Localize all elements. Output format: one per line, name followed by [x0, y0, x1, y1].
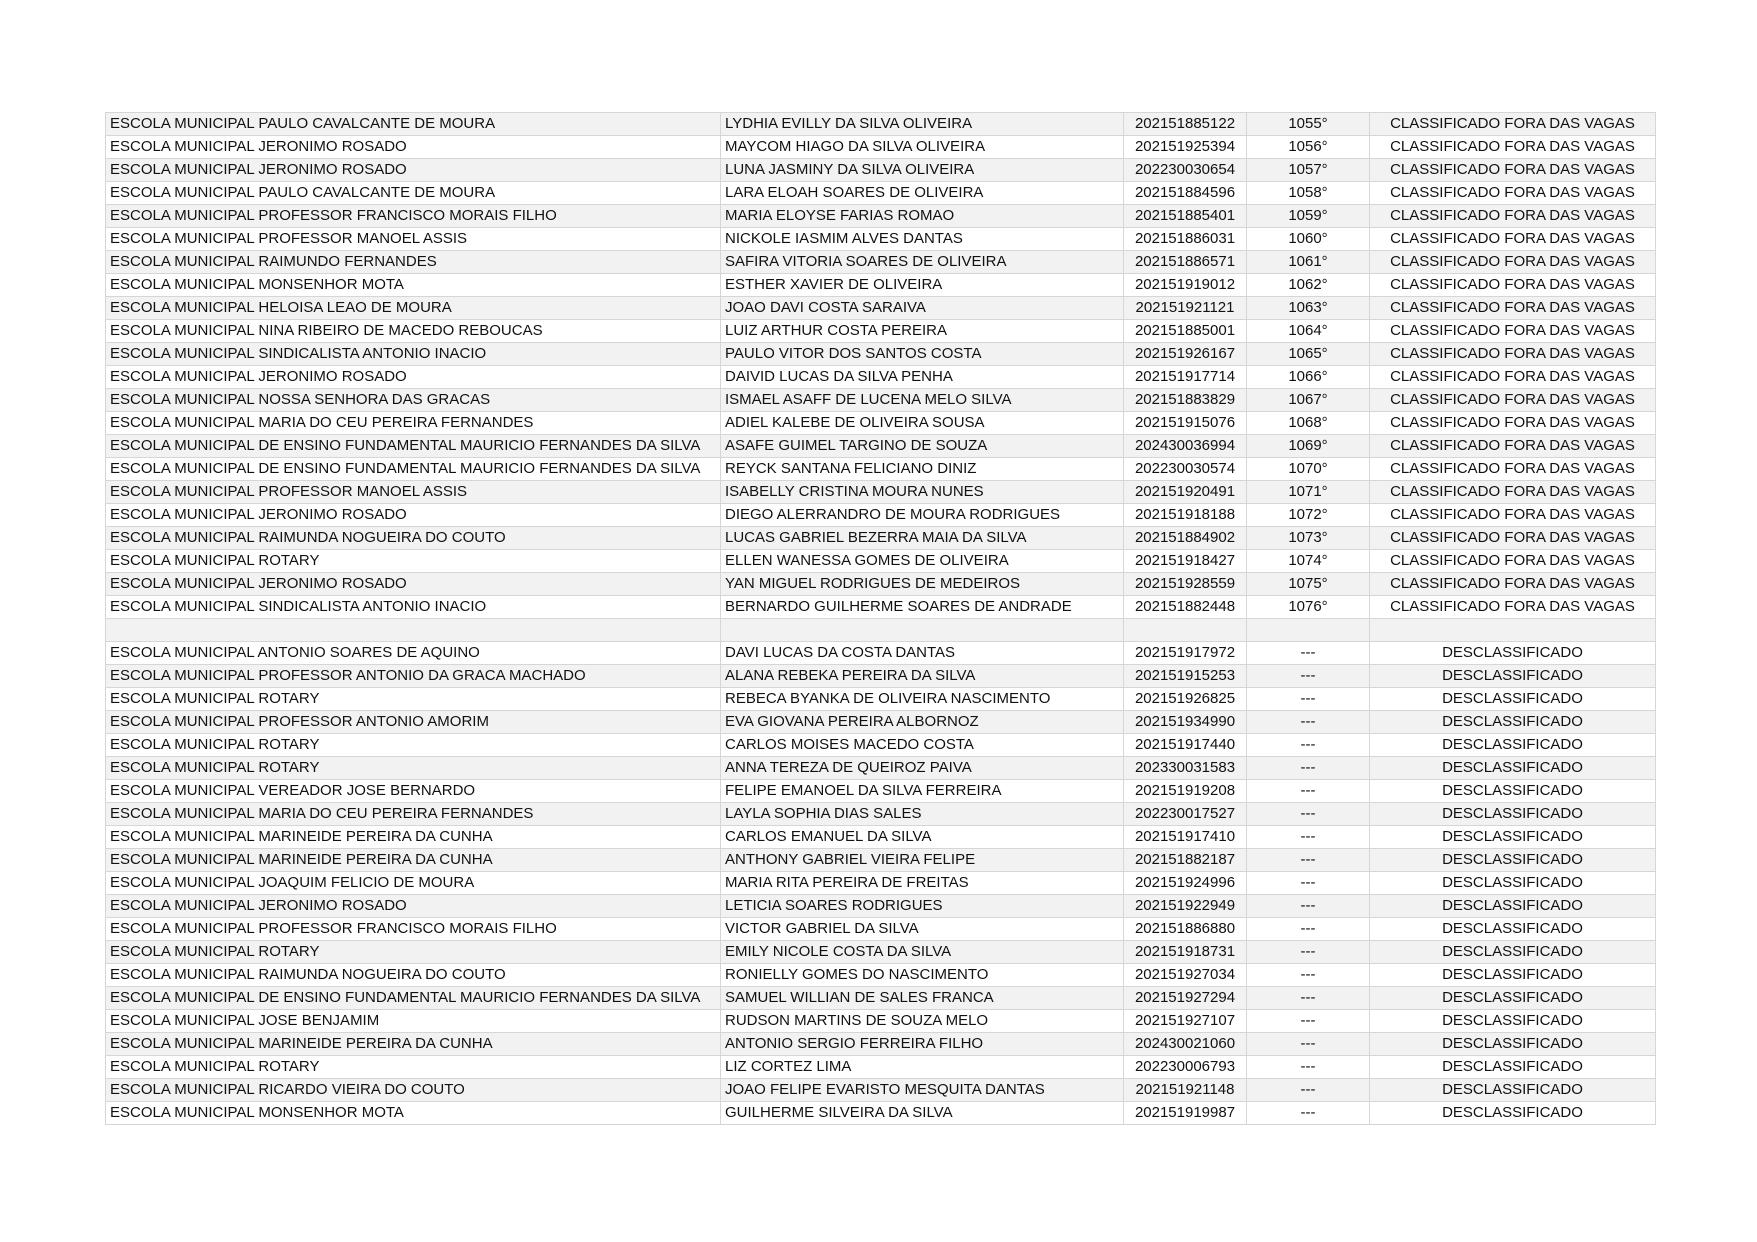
- status-cell: DESCLASSIFICADO: [1370, 918, 1656, 941]
- position-cell: ---: [1247, 1079, 1370, 1102]
- student-name-cell: ADIEL KALEBE DE OLIVEIRA SOUSA: [721, 412, 1124, 435]
- status-cell: DESCLASSIFICADO: [1370, 872, 1656, 895]
- status-cell: DESCLASSIFICADO: [1370, 941, 1656, 964]
- status-cell: CLASSIFICADO FORA DAS VAGAS: [1370, 251, 1656, 274]
- student-name-cell: EVA GIOVANA PEREIRA ALBORNOZ: [721, 711, 1124, 734]
- school-cell: ESCOLA MUNICIPAL PROFESSOR FRANCISCO MORAIS FILHO: [106, 205, 721, 228]
- status-cell: CLASSIFICADO FORA DAS VAGAS: [1370, 550, 1656, 573]
- school-cell: ESCOLA MUNICIPAL JERONIMO ROSADO: [106, 573, 721, 596]
- table-row: [106, 182, 1656, 205]
- school-cell: ESCOLA MUNICIPAL NOSSA SENHORA DAS GRACAS: [106, 389, 721, 412]
- results-table-body: [106, 113, 1656, 1125]
- school-cell: ESCOLA MUNICIPAL JOSE BENJAMIM: [106, 1010, 721, 1033]
- table-row: [106, 1079, 1656, 1102]
- registration-cell: 202151882448: [1124, 596, 1247, 619]
- registration-cell: 202151915076: [1124, 412, 1247, 435]
- status-cell: CLASSIFICADO FORA DAS VAGAS: [1370, 504, 1656, 527]
- student-name-cell: BERNARDO GUILHERME SOARES DE ANDRADE: [721, 596, 1124, 619]
- status-cell: DESCLASSIFICADO: [1370, 734, 1656, 757]
- school-cell: ESCOLA MUNICIPAL MARINEIDE PEREIRA DA CUNHA: [106, 1033, 721, 1056]
- student-name-cell: LUCAS GABRIEL BEZERRA MAIA DA SILVA: [721, 527, 1124, 550]
- student-name-cell: REYCK SANTANA FELICIANO DINIZ: [721, 458, 1124, 481]
- table-row: [106, 504, 1656, 527]
- student-name-cell: MARIA ELOYSE FARIAS ROMAO: [721, 205, 1124, 228]
- status-cell: DESCLASSIFICADO: [1370, 1102, 1656, 1125]
- position-cell: 1068°: [1247, 412, 1370, 435]
- student-name-cell: ISMAEL ASAFF DE LUCENA MELO SILVA: [721, 389, 1124, 412]
- status-cell: CLASSIFICADO FORA DAS VAGAS: [1370, 596, 1656, 619]
- student-name-cell: MAYCOM HIAGO DA SILVA OLIVEIRA: [721, 136, 1124, 159]
- student-name-cell: DIEGO ALERRANDRO DE MOURA RODRIGUES: [721, 504, 1124, 527]
- student-name-cell: EMILY NICOLE COSTA DA SILVA: [721, 941, 1124, 964]
- table-row: [106, 895, 1656, 918]
- status-cell: DESCLASSIFICADO: [1370, 964, 1656, 987]
- table-row: [106, 1102, 1656, 1125]
- student-name-cell: RONIELLY GOMES DO NASCIMENTO: [721, 964, 1124, 987]
- table-row: [106, 412, 1656, 435]
- school-cell: ESCOLA MUNICIPAL DE ENSINO FUNDAMENTAL MAURICIO FERNANDES DA SILVA: [106, 435, 721, 458]
- status-cell: DESCLASSIFICADO: [1370, 849, 1656, 872]
- status-cell: CLASSIFICADO FORA DAS VAGAS: [1370, 182, 1656, 205]
- position-cell: ---: [1247, 849, 1370, 872]
- school-cell: ESCOLA MUNICIPAL JERONIMO ROSADO: [106, 895, 721, 918]
- student-name-cell: LARA ELOAH SOARES DE OLIVEIRA: [721, 182, 1124, 205]
- registration-cell: 202151884902: [1124, 527, 1247, 550]
- registration-cell: 202151919987: [1124, 1102, 1247, 1125]
- student-name-cell: ANTHONY GABRIEL VIEIRA FELIPE: [721, 849, 1124, 872]
- table-row: [106, 343, 1656, 366]
- position-cell: 1056°: [1247, 136, 1370, 159]
- status-cell: CLASSIFICADO FORA DAS VAGAS: [1370, 297, 1656, 320]
- position-cell: 1071°: [1247, 481, 1370, 504]
- student-name-cell: MARIA RITA PEREIRA DE FREITAS: [721, 872, 1124, 895]
- registration-cell: 202151917440: [1124, 734, 1247, 757]
- table-row: [106, 366, 1656, 389]
- position-cell: 1057°: [1247, 159, 1370, 182]
- student-name-cell: LUIZ ARTHUR COSTA PEREIRA: [721, 320, 1124, 343]
- student-name-cell: SAMUEL WILLIAN DE SALES FRANCA: [721, 987, 1124, 1010]
- student-name-cell: JOAO DAVI COSTA SARAIVA: [721, 297, 1124, 320]
- position-cell: ---: [1247, 1056, 1370, 1079]
- status-cell: DESCLASSIFICADO: [1370, 1033, 1656, 1056]
- position-cell: 1075°: [1247, 573, 1370, 596]
- registration-cell: 202151885122: [1124, 113, 1247, 136]
- student-name-cell: LUNA JASMINY DA SILVA OLIVEIRA: [721, 159, 1124, 182]
- table-row: [106, 1033, 1656, 1056]
- school-cell: ESCOLA MUNICIPAL ROTARY: [106, 1056, 721, 1079]
- position-cell: 1061°: [1247, 251, 1370, 274]
- position-cell: ---: [1247, 757, 1370, 780]
- table-row: [106, 987, 1656, 1010]
- school-cell: ESCOLA MUNICIPAL MONSENHOR MOTA: [106, 1102, 721, 1125]
- position-cell: 1067°: [1247, 389, 1370, 412]
- table-row: [106, 228, 1656, 251]
- registration-cell: 202151927107: [1124, 1010, 1247, 1033]
- status-cell: DESCLASSIFICADO: [1370, 1056, 1656, 1079]
- school-cell: ESCOLA MUNICIPAL ROTARY: [106, 734, 721, 757]
- registration-cell: 202151886571: [1124, 251, 1247, 274]
- table-row: [106, 320, 1656, 343]
- student-name-cell: DAVI LUCAS DA COSTA DANTAS: [721, 642, 1124, 665]
- student-name-cell: LIZ CORTEZ LIMA: [721, 1056, 1124, 1079]
- status-cell: CLASSIFICADO FORA DAS VAGAS: [1370, 412, 1656, 435]
- status-cell: DESCLASSIFICADO: [1370, 665, 1656, 688]
- position-cell: ---: [1247, 964, 1370, 987]
- registration-cell: 202230030574: [1124, 458, 1247, 481]
- position-cell: ---: [1247, 1033, 1370, 1056]
- student-name-cell: [721, 619, 1124, 642]
- table-row: [106, 205, 1656, 228]
- registration-cell: 202151918731: [1124, 941, 1247, 964]
- status-cell: CLASSIFICADO FORA DAS VAGAS: [1370, 205, 1656, 228]
- position-cell: ---: [1247, 688, 1370, 711]
- table-row: [106, 136, 1656, 159]
- position-cell: 1055°: [1247, 113, 1370, 136]
- position-cell: ---: [1247, 803, 1370, 826]
- student-name-cell: ESTHER XAVIER DE OLIVEIRA: [721, 274, 1124, 297]
- registration-cell: 202151917714: [1124, 366, 1247, 389]
- status-cell: CLASSIFICADO FORA DAS VAGAS: [1370, 136, 1656, 159]
- position-cell: ---: [1247, 941, 1370, 964]
- school-cell: ESCOLA MUNICIPAL MARIA DO CEU PEREIRA FERNANDES: [106, 803, 721, 826]
- position-cell: 1059°: [1247, 205, 1370, 228]
- school-cell: ESCOLA MUNICIPAL HELOISA LEAO DE MOURA: [106, 297, 721, 320]
- position-cell: ---: [1247, 895, 1370, 918]
- student-name-cell: FELIPE EMANOEL DA SILVA FERREIRA: [721, 780, 1124, 803]
- registration-cell: 202330031583: [1124, 757, 1247, 780]
- school-cell: [106, 619, 721, 642]
- position-cell: ---: [1247, 711, 1370, 734]
- table-row: [106, 573, 1656, 596]
- school-cell: ESCOLA MUNICIPAL JERONIMO ROSADO: [106, 504, 721, 527]
- status-cell: CLASSIFICADO FORA DAS VAGAS: [1370, 159, 1656, 182]
- position-cell: ---: [1247, 1010, 1370, 1033]
- registration-cell: 202151918188: [1124, 504, 1247, 527]
- school-cell: ESCOLA MUNICIPAL VEREADOR JOSE BERNARDO: [106, 780, 721, 803]
- registration-cell: 202151927294: [1124, 987, 1247, 1010]
- registration-cell: 202151922949: [1124, 895, 1247, 918]
- table-row: [106, 734, 1656, 757]
- student-name-cell: NICKOLE IASMIM ALVES DANTAS: [721, 228, 1124, 251]
- student-name-cell: LAYLA SOPHIA DIAS SALES: [721, 803, 1124, 826]
- school-cell: ESCOLA MUNICIPAL DE ENSINO FUNDAMENTAL MAURICIO FERNANDES DA SILVA: [106, 987, 721, 1010]
- table-row: [106, 711, 1656, 734]
- position-cell: 1065°: [1247, 343, 1370, 366]
- student-name-cell: VICTOR GABRIEL DA SILVA: [721, 918, 1124, 941]
- student-name-cell: ASAFE GUIMEL TARGINO DE SOUZA: [721, 435, 1124, 458]
- registration-cell: 202230006793: [1124, 1056, 1247, 1079]
- position-cell: 1064°: [1247, 320, 1370, 343]
- school-cell: ESCOLA MUNICIPAL PROFESSOR ANTONIO DA GRACA MACHADO: [106, 665, 721, 688]
- separator-row: [106, 619, 1656, 642]
- status-cell: CLASSIFICADO FORA DAS VAGAS: [1370, 389, 1656, 412]
- status-cell: CLASSIFICADO FORA DAS VAGAS: [1370, 573, 1656, 596]
- table-row: [106, 481, 1656, 504]
- student-name-cell: ELLEN WANESSA GOMES DE OLIVEIRA: [721, 550, 1124, 573]
- status-cell: CLASSIFICADO FORA DAS VAGAS: [1370, 435, 1656, 458]
- school-cell: ESCOLA MUNICIPAL MARINEIDE PEREIRA DA CUNHA: [106, 826, 721, 849]
- registration-cell: 202151917972: [1124, 642, 1247, 665]
- registration-cell: 202151926825: [1124, 688, 1247, 711]
- position-cell: ---: [1247, 826, 1370, 849]
- school-cell: ESCOLA MUNICIPAL ROTARY: [106, 941, 721, 964]
- registration-cell: 202151919208: [1124, 780, 1247, 803]
- school-cell: ESCOLA MUNICIPAL ANTONIO SOARES DE AQUINO: [106, 642, 721, 665]
- registration-cell: 202430036994: [1124, 435, 1247, 458]
- school-cell: ESCOLA MUNICIPAL RICARDO VIEIRA DO COUTO: [106, 1079, 721, 1102]
- status-cell: CLASSIFICADO FORA DAS VAGAS: [1370, 320, 1656, 343]
- student-name-cell: RUDSON MARTINS DE SOUZA MELO: [721, 1010, 1124, 1033]
- status-cell: [1370, 619, 1656, 642]
- status-cell: CLASSIFICADO FORA DAS VAGAS: [1370, 228, 1656, 251]
- position-cell: ---: [1247, 665, 1370, 688]
- school-cell: ESCOLA MUNICIPAL PROFESSOR MANOEL ASSIS: [106, 228, 721, 251]
- table-row: [106, 527, 1656, 550]
- registration-cell: 202151915253: [1124, 665, 1247, 688]
- status-cell: DESCLASSIFICADO: [1370, 757, 1656, 780]
- status-cell: CLASSIFICADO FORA DAS VAGAS: [1370, 343, 1656, 366]
- registration-cell: 202151927034: [1124, 964, 1247, 987]
- status-cell: CLASSIFICADO FORA DAS VAGAS: [1370, 458, 1656, 481]
- school-cell: ESCOLA MUNICIPAL JERONIMO ROSADO: [106, 159, 721, 182]
- school-cell: ESCOLA MUNICIPAL ROTARY: [106, 550, 721, 573]
- registration-cell: 202151924996: [1124, 872, 1247, 895]
- status-cell: DESCLASSIFICADO: [1370, 780, 1656, 803]
- status-cell: DESCLASSIFICADO: [1370, 987, 1656, 1010]
- status-cell: CLASSIFICADO FORA DAS VAGAS: [1370, 481, 1656, 504]
- registration-cell: 202151920491: [1124, 481, 1247, 504]
- school-cell: ESCOLA MUNICIPAL PROFESSOR FRANCISCO MORAIS FILHO: [106, 918, 721, 941]
- student-name-cell: ANNA TEREZA DE QUEIROZ PAIVA: [721, 757, 1124, 780]
- school-cell: ESCOLA MUNICIPAL ROTARY: [106, 688, 721, 711]
- registration-cell: 202151926167: [1124, 343, 1247, 366]
- school-cell: ESCOLA MUNICIPAL DE ENSINO FUNDAMENTAL MAURICIO FERNANDES DA SILVA: [106, 458, 721, 481]
- student-name-cell: ANTONIO SERGIO FERREIRA FILHO: [721, 1033, 1124, 1056]
- registration-cell: 202151921148: [1124, 1079, 1247, 1102]
- student-name-cell: YAN MIGUEL RODRIGUES DE MEDEIROS: [721, 573, 1124, 596]
- school-cell: ESCOLA MUNICIPAL PROFESSOR MANOEL ASSIS: [106, 481, 721, 504]
- position-cell: 1074°: [1247, 550, 1370, 573]
- table-row: [106, 964, 1656, 987]
- school-cell: ESCOLA MUNICIPAL JERONIMO ROSADO: [106, 136, 721, 159]
- school-cell: ESCOLA MUNICIPAL RAIMUNDO FERNANDES: [106, 251, 721, 274]
- table-row: [106, 757, 1656, 780]
- school-cell: ESCOLA MUNICIPAL PROFESSOR ANTONIO AMORIM: [106, 711, 721, 734]
- position-cell: 1058°: [1247, 182, 1370, 205]
- registration-cell: 202151886880: [1124, 918, 1247, 941]
- registration-cell: 202151917410: [1124, 826, 1247, 849]
- school-cell: ESCOLA MUNICIPAL JERONIMO ROSADO: [106, 366, 721, 389]
- status-cell: CLASSIFICADO FORA DAS VAGAS: [1370, 366, 1656, 389]
- table-row: [106, 642, 1656, 665]
- student-name-cell: LETICIA SOARES RODRIGUES: [721, 895, 1124, 918]
- registration-cell: 202230030654: [1124, 159, 1247, 182]
- registration-cell: 202151925394: [1124, 136, 1247, 159]
- registration-cell: 202151884596: [1124, 182, 1247, 205]
- status-cell: CLASSIFICADO FORA DAS VAGAS: [1370, 274, 1656, 297]
- position-cell: 1073°: [1247, 527, 1370, 550]
- position-cell: ---: [1247, 987, 1370, 1010]
- position-cell: ---: [1247, 642, 1370, 665]
- table-row: [106, 941, 1656, 964]
- registration-cell: [1124, 619, 1247, 642]
- table-row: [106, 251, 1656, 274]
- status-cell: DESCLASSIFICADO: [1370, 895, 1656, 918]
- student-name-cell: PAULO VITOR DOS SANTOS COSTA: [721, 343, 1124, 366]
- position-cell: 1063°: [1247, 297, 1370, 320]
- registration-cell: 202151885001: [1124, 320, 1247, 343]
- position-cell: 1070°: [1247, 458, 1370, 481]
- registration-cell: 202151883829: [1124, 389, 1247, 412]
- school-cell: ESCOLA MUNICIPAL MONSENHOR MOTA: [106, 274, 721, 297]
- position-cell: ---: [1247, 918, 1370, 941]
- school-cell: ESCOLA MUNICIPAL SINDICALISTA ANTONIO INACIO: [106, 343, 721, 366]
- school-cell: ESCOLA MUNICIPAL RAIMUNDA NOGUEIRA DO COUTO: [106, 527, 721, 550]
- table-row: [106, 803, 1656, 826]
- status-cell: CLASSIFICADO FORA DAS VAGAS: [1370, 113, 1656, 136]
- status-cell: CLASSIFICADO FORA DAS VAGAS: [1370, 527, 1656, 550]
- registration-cell: 202151885401: [1124, 205, 1247, 228]
- position-cell: ---: [1247, 734, 1370, 757]
- position-cell: [1247, 619, 1370, 642]
- table-row: [106, 826, 1656, 849]
- position-cell: ---: [1247, 1102, 1370, 1125]
- table-row: [106, 872, 1656, 895]
- student-name-cell: SAFIRA VITORIA SOARES DE OLIVEIRA: [721, 251, 1124, 274]
- status-cell: DESCLASSIFICADO: [1370, 826, 1656, 849]
- school-cell: ESCOLA MUNICIPAL MARINEIDE PEREIRA DA CUNHA: [106, 849, 721, 872]
- table-row: [106, 780, 1656, 803]
- school-cell: ESCOLA MUNICIPAL JOAQUIM FELICIO DE MOURA: [106, 872, 721, 895]
- school-cell: ESCOLA MUNICIPAL PAULO CAVALCANTE DE MOURA: [106, 182, 721, 205]
- registration-cell: 202151882187: [1124, 849, 1247, 872]
- student-name-cell: ALANA REBEKA PEREIRA DA SILVA: [721, 665, 1124, 688]
- table-row: [106, 849, 1656, 872]
- registration-cell: 202151919012: [1124, 274, 1247, 297]
- registration-cell: 202151886031: [1124, 228, 1247, 251]
- table-row: [106, 596, 1656, 619]
- table-row: [106, 918, 1656, 941]
- school-cell: ESCOLA MUNICIPAL PAULO CAVALCANTE DE MOURA: [106, 113, 721, 136]
- student-name-cell: CARLOS MOISES MACEDO COSTA: [721, 734, 1124, 757]
- table-row: [106, 1010, 1656, 1033]
- table-row: [106, 159, 1656, 182]
- status-cell: DESCLASSIFICADO: [1370, 1010, 1656, 1033]
- registration-cell: 202151928559: [1124, 573, 1247, 596]
- student-name-cell: DAIVID LUCAS DA SILVA PENHA: [721, 366, 1124, 389]
- status-cell: DESCLASSIFICADO: [1370, 1079, 1656, 1102]
- registration-cell: 202151918427: [1124, 550, 1247, 573]
- registration-cell: 202151921121: [1124, 297, 1247, 320]
- registration-cell: 202151934990: [1124, 711, 1247, 734]
- table-row: [106, 665, 1656, 688]
- student-name-cell: ISABELLY CRISTINA MOURA NUNES: [721, 481, 1124, 504]
- table-row: [106, 1056, 1656, 1079]
- student-name-cell: JOAO FELIPE EVARISTO MESQUITA DANTAS: [721, 1079, 1124, 1102]
- registration-cell: 202230017527: [1124, 803, 1247, 826]
- school-cell: ESCOLA MUNICIPAL NINA RIBEIRO DE MACEDO REBOUCAS: [106, 320, 721, 343]
- position-cell: 1072°: [1247, 504, 1370, 527]
- school-cell: ESCOLA MUNICIPAL MARIA DO CEU PEREIRA FERNANDES: [106, 412, 721, 435]
- table-row: [106, 458, 1656, 481]
- table-row: [106, 274, 1656, 297]
- table-row: [106, 113, 1656, 136]
- school-cell: ESCOLA MUNICIPAL SINDICALISTA ANTONIO INACIO: [106, 596, 721, 619]
- position-cell: ---: [1247, 780, 1370, 803]
- student-name-cell: GUILHERME SILVEIRA DA SILVA: [721, 1102, 1124, 1125]
- position-cell: 1076°: [1247, 596, 1370, 619]
- position-cell: 1066°: [1247, 366, 1370, 389]
- position-cell: 1062°: [1247, 274, 1370, 297]
- status-cell: DESCLASSIFICADO: [1370, 688, 1656, 711]
- school-cell: ESCOLA MUNICIPAL ROTARY: [106, 757, 721, 780]
- status-cell: DESCLASSIFICADO: [1370, 711, 1656, 734]
- table-row: [106, 550, 1656, 573]
- status-cell: DESCLASSIFICADO: [1370, 642, 1656, 665]
- table-row: [106, 435, 1656, 458]
- position-cell: ---: [1247, 872, 1370, 895]
- registration-cell: 202430021060: [1124, 1033, 1247, 1056]
- student-name-cell: CARLOS EMANUEL DA SILVA: [721, 826, 1124, 849]
- table-row: [106, 389, 1656, 412]
- status-cell: DESCLASSIFICADO: [1370, 803, 1656, 826]
- results-table: [105, 112, 1656, 1125]
- school-cell: ESCOLA MUNICIPAL RAIMUNDA NOGUEIRA DO COUTO: [106, 964, 721, 987]
- position-cell: 1060°: [1247, 228, 1370, 251]
- table-row: [106, 297, 1656, 320]
- student-name-cell: REBECA BYANKA DE OLIVEIRA NASCIMENTO: [721, 688, 1124, 711]
- student-name-cell: LYDHIA EVILLY DA SILVA OLIVEIRA: [721, 113, 1124, 136]
- table-row: [106, 688, 1656, 711]
- position-cell: 1069°: [1247, 435, 1370, 458]
